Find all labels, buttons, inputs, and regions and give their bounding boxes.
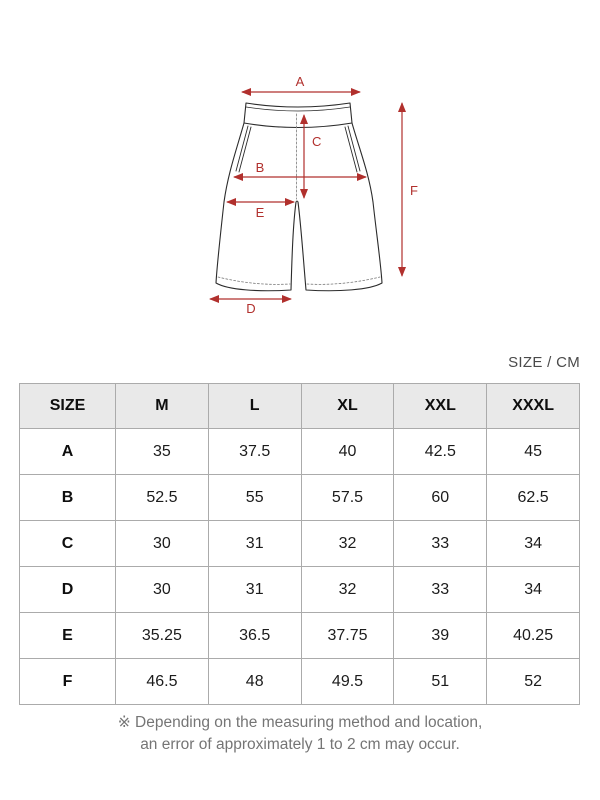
label-B: B [255, 160, 265, 175]
value-cell: 37.75 [301, 613, 394, 659]
value-cell: 49.5 [301, 659, 394, 705]
value-cell: 36.5 [208, 613, 301, 659]
value-cell: 46.5 [116, 659, 209, 705]
shorts-outline [216, 103, 382, 291]
row-label-e: E [20, 613, 116, 659]
value-cell: 60 [394, 475, 487, 521]
row-label-a: A [20, 429, 116, 475]
shorts-diagram-svg [140, 70, 440, 330]
value-cell: 52.5 [116, 475, 209, 521]
header-cell-l: L [208, 384, 301, 429]
table-row-b [20, 475, 580, 521]
header-cell-xxxl: XXXL [487, 384, 580, 429]
table-row-d [20, 567, 580, 613]
label-C: C [312, 134, 322, 149]
value-cell: 55 [208, 475, 301, 521]
value-cell: 30 [116, 521, 209, 567]
value-cell: 62.5 [487, 475, 580, 521]
row-label-f: F [20, 659, 116, 705]
size-table-body [20, 429, 580, 705]
footnote-line-1: ※ Depending on the measuring method and location, [117, 714, 483, 731]
value-cell: 40.25 [487, 613, 580, 659]
shorts-measurement-diagram [140, 70, 440, 330]
value-cell: 34 [487, 567, 580, 613]
table-row-e [20, 613, 580, 659]
value-cell: 31 [208, 567, 301, 613]
value-cell: 51 [394, 659, 487, 705]
value-cell: 33 [394, 567, 487, 613]
label-E: E [255, 205, 265, 220]
shorts-body [216, 103, 382, 291]
value-cell: 35 [116, 429, 209, 475]
header-cell-size: SIZE [20, 384, 116, 429]
value-cell: 42.5 [394, 429, 487, 475]
footnote-line-2: an error of approximately 1 to 2 cm may occur. [140, 736, 460, 753]
value-cell: 31 [208, 521, 301, 567]
value-cell: 52 [487, 659, 580, 705]
table-row-c [20, 521, 580, 567]
value-cell: 30 [116, 567, 209, 613]
header-cell-m: M [116, 384, 209, 429]
value-cell: 32 [301, 567, 394, 613]
value-cell: 40 [301, 429, 394, 475]
header-row [20, 384, 580, 429]
value-cell: 32 [301, 521, 394, 567]
value-cell: 57.5 [301, 475, 394, 521]
value-cell: 39 [394, 613, 487, 659]
value-cell: 45 [487, 429, 580, 475]
header-cell-xl: XL [301, 384, 394, 429]
label-A: A [295, 74, 305, 89]
value-cell: 48 [208, 659, 301, 705]
label-F: F [410, 183, 418, 198]
value-cell: 37.5 [208, 429, 301, 475]
header-cell-xxl: XXL [394, 384, 487, 429]
size-table [19, 383, 580, 705]
value-cell: 35.25 [116, 613, 209, 659]
value-cell: 33 [394, 521, 487, 567]
row-label-c: C [20, 521, 116, 567]
row-label-b: B [20, 475, 116, 521]
value-cell: 34 [487, 521, 580, 567]
measurement-footnote [0, 712, 600, 756]
label-D: D [246, 301, 256, 316]
size-table-header [20, 384, 580, 429]
table-row-f [20, 659, 580, 705]
table-row-a [20, 429, 580, 475]
unit-label: SIZE / CM [508, 354, 580, 371]
row-label-d: D [20, 567, 116, 613]
